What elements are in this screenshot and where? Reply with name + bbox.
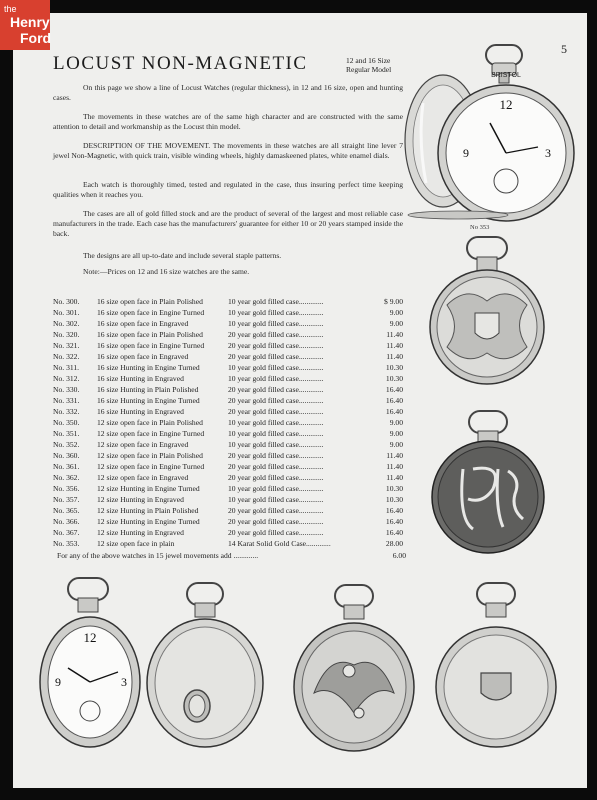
item-description: 12 size Hunting in Engine Turned xyxy=(97,517,200,526)
subtitle-line-2: Regular Model xyxy=(346,65,392,74)
item-description: 12 size open face in Engine Turned xyxy=(97,462,205,471)
item-number: No. 361. xyxy=(53,462,80,471)
item-description: 16 size Hunting in Engine Turned xyxy=(97,396,200,405)
price-row xyxy=(53,439,408,450)
case-type: 10 year gold filled case............. xyxy=(228,308,324,317)
case-type: 10 year gold filled case............. xyxy=(228,297,324,306)
item-price: 10.30 xyxy=(385,495,403,504)
intro-paragraph: On this page we show a line of Locust Watches (regular thickness), in 12 and 16 size, open and hunting cases. xyxy=(53,83,403,102)
footer-price: 6.00 xyxy=(392,551,406,560)
henry-ford-logo xyxy=(0,0,50,50)
item-price: 9.00 xyxy=(389,429,403,438)
item-number: No. 360. xyxy=(53,451,80,460)
price-row xyxy=(53,505,408,516)
open-watch-353-illustration xyxy=(398,43,558,223)
item-number: No. 366. xyxy=(53,517,80,526)
item-number: No. 301. xyxy=(53,308,80,317)
item-description: 12 size open face in Engine Turned xyxy=(97,429,205,438)
svg-text:3: 3 xyxy=(545,146,551,160)
svg-text:9: 9 xyxy=(463,146,469,160)
case-type: 20 year gold filled case............. xyxy=(228,462,324,471)
item-description: 12 size Hunting in Engine Turned xyxy=(97,484,200,493)
logo-line-3: Ford xyxy=(20,30,52,46)
item-description: 12 size open face in Plain Polished xyxy=(97,418,203,427)
page-number: 5 xyxy=(561,42,567,56)
plain-cartouche-watch xyxy=(145,581,265,751)
price-row xyxy=(53,384,408,395)
item-description: 16 size open face in Plain Polished xyxy=(97,297,203,306)
catalog-page xyxy=(13,13,587,788)
engraved-shield-hunting-watch xyxy=(417,235,557,385)
timing-paragraph: Each watch is thoroughly timed, tested and regulated in the case, thus insuring perfect time keeping qualities when it reaches you. xyxy=(53,180,403,199)
item-number: No. 350. xyxy=(53,418,80,427)
item-price: 10.30 xyxy=(385,374,403,383)
item-number: No. 353. xyxy=(53,539,80,548)
item-description: 16 size Hunting in Engine Turned xyxy=(97,363,200,372)
case-type: 20 year gold filled case............. xyxy=(228,330,324,339)
item-description: 16 size Hunting in Engraved xyxy=(97,407,184,416)
page-title: LOCUST NON-MAGNETIC xyxy=(53,53,308,74)
item-price: 16.40 xyxy=(385,407,403,416)
price-row xyxy=(53,516,408,527)
item-number: No. 367. xyxy=(53,528,80,537)
open-face-watch-dial xyxy=(38,576,143,751)
case-type: 20 year gold filled case............. xyxy=(228,506,324,515)
case-type: 20 year gold filled case............. xyxy=(228,396,324,405)
cases-paragraph: The cases are all of gold filled stock and are the product of several of the largest and most reliable case manufacturers in the trade. Each case has the manufacturers' guarantee for either 10 or 20 years stamped inside the back. xyxy=(53,209,403,238)
item-price: 11.40 xyxy=(386,352,403,361)
case-type: 20 year gold filled case............. xyxy=(228,385,324,394)
movement-description-paragraph: DESCRIPTION OF THE MOVEMENT. The movements in these watches are all straight line lever 7 jewel Non-Magnetic, with quick train, visible winding wheels, highly damaskeened plates, white enamel dials. xyxy=(53,141,403,160)
price-row xyxy=(53,362,408,373)
price-row xyxy=(53,351,408,362)
price-row xyxy=(53,428,408,439)
item-description: 12 size open face in Engraved xyxy=(97,440,189,449)
logo-line-1: the xyxy=(4,4,17,14)
item-description: 12 size open face in Plain Polished xyxy=(97,451,203,460)
case-type: 20 year gold filled case............. xyxy=(228,528,324,537)
item-price: 10.30 xyxy=(385,363,403,372)
item-description: 12 size Hunting in Engraved xyxy=(97,495,184,504)
price-row xyxy=(53,483,408,494)
item-number: No. 365. xyxy=(53,506,80,515)
footer-note-text: For any of the above watches in 15 jewel movements add ............. xyxy=(57,551,259,560)
price-row xyxy=(53,318,408,329)
price-row xyxy=(53,329,408,340)
item-price: 16.40 xyxy=(385,506,403,515)
item-number: No. 352. xyxy=(53,440,80,449)
jewel-upgrade-note xyxy=(57,551,407,560)
item-description: 16 size open face in Engine Turned xyxy=(97,308,205,317)
item-number: No. 300. xyxy=(53,297,80,306)
svg-text:3: 3 xyxy=(121,675,127,689)
subtitle-line-1: 12 and 16 Size xyxy=(346,56,391,65)
item-price: 28.00 xyxy=(385,539,403,548)
item-number: No. 362. xyxy=(53,473,80,482)
item-price: 10.30 xyxy=(385,484,403,493)
item-price: 16.40 xyxy=(385,528,403,537)
item-description: 16 size open face in Plain Polished xyxy=(97,330,203,339)
case-type: 20 year gold filled case............. xyxy=(228,407,324,416)
item-description: 12 size open face in Engraved xyxy=(97,473,189,482)
item-description: 16 size Hunting in Engraved xyxy=(97,374,184,383)
price-row xyxy=(53,307,408,318)
price-row xyxy=(53,395,408,406)
price-row xyxy=(53,450,408,461)
item-number: No. 321. xyxy=(53,341,80,350)
price-row xyxy=(53,494,408,505)
item-price: 9.00 xyxy=(389,418,403,427)
item-price: 11.40 xyxy=(386,451,403,460)
case-type: 10 year gold filled case............. xyxy=(228,363,324,372)
case-type: 20 year gold filled case............. xyxy=(228,352,324,361)
engine-turned-shield-watch xyxy=(431,581,561,751)
price-row xyxy=(53,417,408,428)
case-type: 10 year gold filled case............. xyxy=(228,319,324,328)
svg-text:9: 9 xyxy=(55,675,61,689)
item-description: 12 size Hunting in Plain Polished xyxy=(97,506,199,515)
price-row xyxy=(53,406,408,417)
item-number: No. 320. xyxy=(53,330,80,339)
item-price: 9.00 xyxy=(389,440,403,449)
item-price: 11.40 xyxy=(386,330,403,339)
case-type: 20 year gold filled case............. xyxy=(228,341,324,350)
item-number: No. 311. xyxy=(53,363,80,372)
price-note: Note:—Prices on 12 and 16 size watches are the same. xyxy=(83,267,250,276)
case-type: 10 year gold filled case............. xyxy=(228,440,324,449)
item-price: 16.40 xyxy=(385,517,403,526)
item-description: 12 size Hunting in Engraved xyxy=(97,528,184,537)
price-row xyxy=(53,538,408,549)
model-subtitle xyxy=(346,56,391,74)
movement-quality-paragraph: The movements in these watches are of the same high character and are constructed with the same attention to detail and workmanship as the Locust thin model. xyxy=(53,112,403,131)
case-type: 14 Karat Solid Gold Case............. xyxy=(228,539,331,548)
item-price: 11.40 xyxy=(386,462,403,471)
item-price: 11.40 xyxy=(386,341,403,350)
item-description: 16 size Hunting in Plain Polished xyxy=(97,385,199,394)
item-number: No. 330. xyxy=(53,385,80,394)
item-description: 16 size open face in Engine Turned xyxy=(97,341,205,350)
case-type: 20 year gold filled case............. xyxy=(228,473,324,482)
item-price: $ 9.00 xyxy=(384,297,403,306)
brand-plate-text: BRISTOL xyxy=(491,72,521,79)
svg-text:12: 12 xyxy=(499,97,513,112)
item-number: No. 351. xyxy=(53,429,80,438)
item-number: No. 322. xyxy=(53,352,80,361)
case-type: 20 year gold filled case............. xyxy=(228,517,324,526)
item-price: 16.40 xyxy=(385,385,403,394)
price-row xyxy=(53,373,408,384)
item-price: 16.40 xyxy=(385,396,403,405)
item-description: 12 size open face in plain xyxy=(97,539,175,548)
price-row xyxy=(53,461,408,472)
item-number: No. 356. xyxy=(53,484,80,493)
item-number: No. 357. xyxy=(53,495,80,504)
case-type: 10 year gold filled case............. xyxy=(228,484,324,493)
item-price: 11.40 xyxy=(386,473,403,482)
case-type: 10 year gold filled case............. xyxy=(228,418,324,427)
price-list xyxy=(53,296,408,549)
item-number: No. 332. xyxy=(53,407,80,416)
item-number: No. 302. xyxy=(53,319,80,328)
item-price: 9.00 xyxy=(389,308,403,317)
svg-text:12: 12 xyxy=(83,630,97,645)
logo-line-2: Henry xyxy=(10,14,50,30)
case-type: 10 year gold filled case............. xyxy=(228,495,324,504)
monogram-hunting-watch xyxy=(423,409,553,549)
item-price: 9.00 xyxy=(389,319,403,328)
watch-caption: No 353 xyxy=(470,224,490,231)
case-type: 20 year gold filled case............. xyxy=(228,451,324,460)
case-type: 10 year gold filled case............. xyxy=(228,429,324,438)
case-type: 10 year gold filled case............. xyxy=(228,374,324,383)
price-row xyxy=(53,472,408,483)
price-row xyxy=(53,340,408,351)
designs-paragraph: The designs are all up-to-date and include several staple patterns. xyxy=(83,251,282,260)
item-description: 16 size open face in Engraved xyxy=(97,319,189,328)
item-number: No. 331. xyxy=(53,396,80,405)
item-number: No. 312. xyxy=(53,374,80,383)
price-row xyxy=(53,527,408,538)
floral-engraved-watch xyxy=(289,583,419,753)
price-row xyxy=(53,296,408,307)
item-description: 16 size open face in Engraved xyxy=(97,352,189,361)
